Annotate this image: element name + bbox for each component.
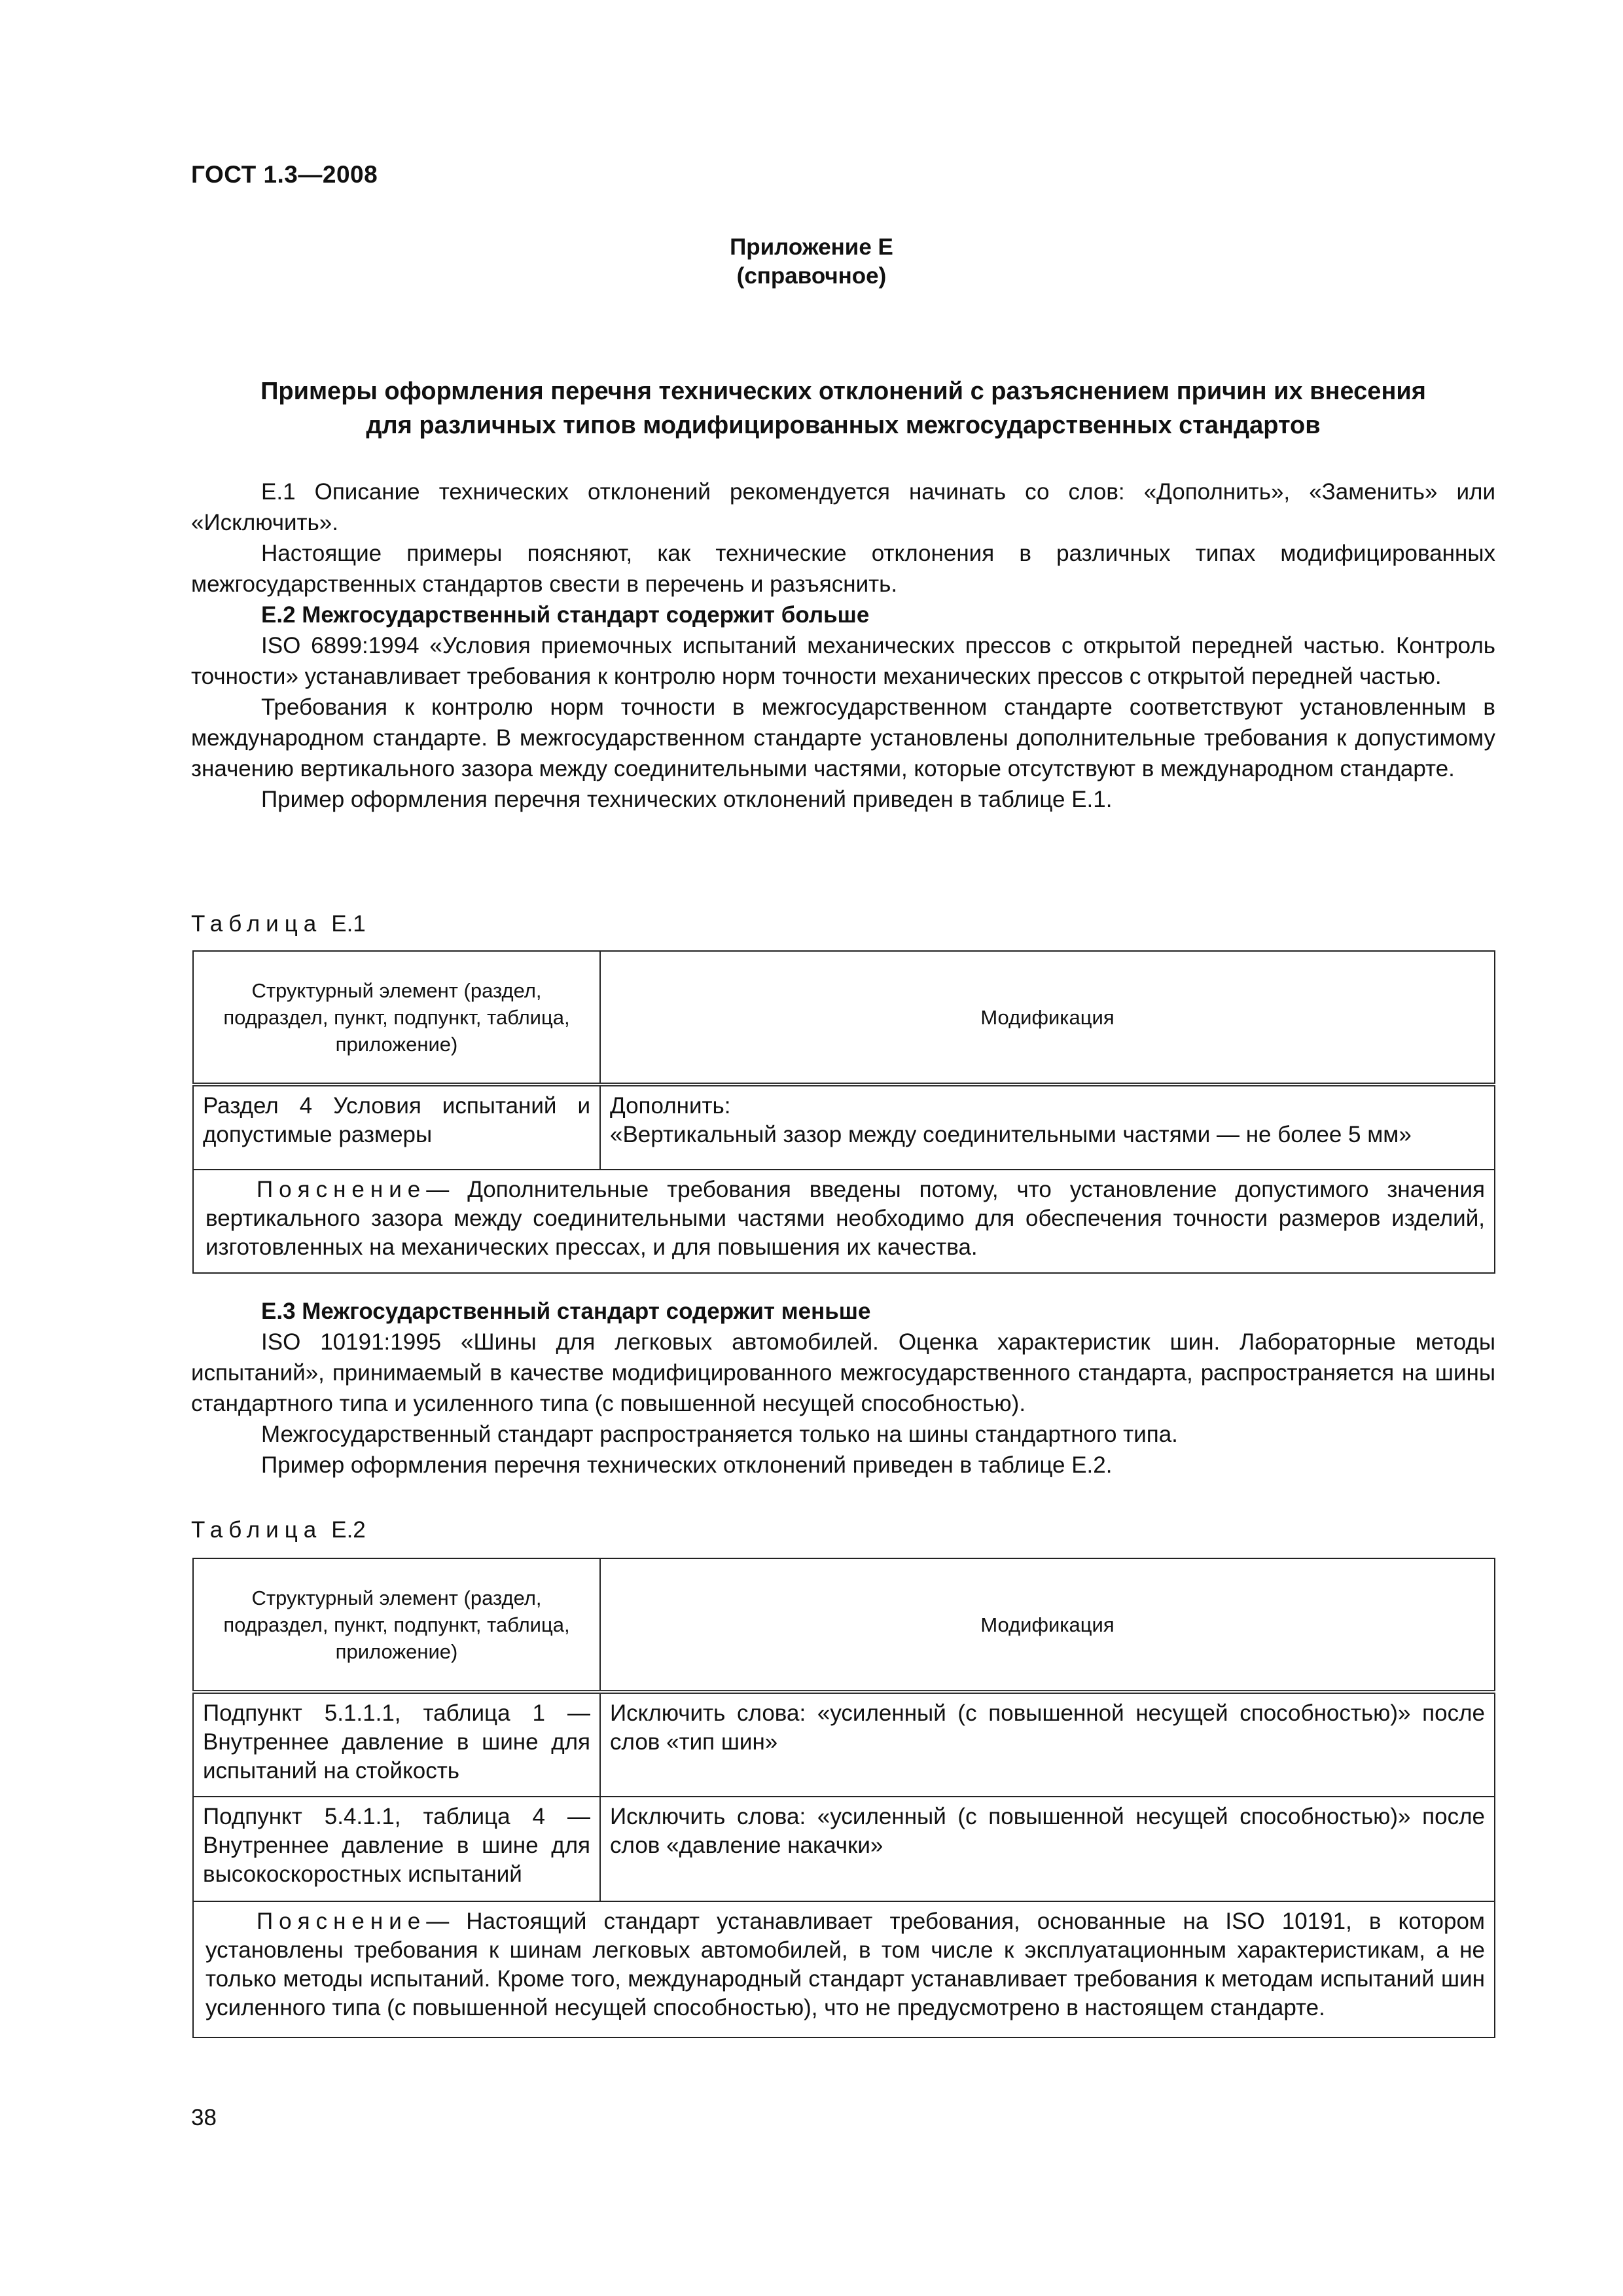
table-row [193,1797,1495,1901]
paragraph: ISO 6899:1994 «Условия приемочных испытаний механических прессов с открытой передней частью. Контроль точности» устанавливает требования к контролю норм точности механических прессов с открытой передней частью. [191,633,1495,689]
main-title-line: для различных типов модифицированных межгосударственных стандартов [366,412,1321,439]
note-text: — Настоящий стандарт устанавливает требования, основанные на ISO 10191, в котором установлены требования к шинам легковых автомобилей, в том числе к эксплуатационным характеристикам, а не только методы испытаний. Кроме того, международный стандарт устанавливает требования к методам испытаний шин усиленного типа (с повышенной несущей способностью), что не предусмотрено в настоящем стандарте. [205,1909,1485,2020]
modification-line: «Вертикальный зазор между соединительными частями — не более 5 мм» [610,1122,1412,1147]
paragraph: Пример оформления перечня технических отклонений приведен в таблице Е.2. [261,1452,1113,1478]
intro-section [191,476,1495,815]
paragraph: Е.1 Описание технических отклонений рекомендуется начинать со слов: «Дополнить», «Заменить» или «Исключить». [191,479,1495,535]
paragraph: Требования к контролю норм точности в межгосударственном стандарте соответствуют установленным в международном стандарте. В межгосударственном стандарте установлены дополнительные требования к допустимому значению вертикального зазора между соединительными частями, которые отсутствуют в международном стандарте. [191,694,1495,781]
table-cell-modification: Исключить слова: «усиленный (с повышенной несущей способностью)» после слов «тип шин» [600,1692,1495,1797]
table-row [193,1085,1495,1170]
table-header-row [193,1558,1495,1692]
table-note-row [193,1170,1495,1273]
table-caption-word: Таблица [191,911,323,937]
note-label: Пояснение [257,1177,427,1202]
table-header-row [193,951,1495,1085]
table-note [193,1901,1495,2037]
table-row [193,1692,1495,1797]
appendix-title: Приложение Е [730,234,893,260]
paragraph: Настоящие примеры поясняют, как технические отклонения в различных типах модифицированных межгосударственных стандартов свести в перечень и разъяснить. [191,541,1495,597]
paragraph: Пример оформления перечня технических отклонений приведен в таблице Е.1. [261,787,1113,812]
table-caption [191,911,366,937]
table-cell-element: Подпункт 5.4.1.1, таблица 4 — Внутреннее давление в шине для высокоскоростных испытаний [193,1797,600,1901]
table-caption-number: Е.2 [331,1517,366,1543]
table-caption [191,1517,366,1543]
table-cell-modification: Исключить слова: «усиленный (с повышенной несущей способностью)» после слов «давление накачки» [600,1797,1495,1901]
page-number: 38 [191,2105,217,2130]
table-cell-element: Подпункт 5.1.1.1, таблица 1 — Внутреннее давление в шине для испытаний на стойкость [193,1692,600,1797]
main-title-line: Примеры оформления перечня технических отклонений с разъяснением причин их внесения [260,378,1426,405]
table-cell-modification [600,1085,1495,1170]
column-header: Структурный элемент (раздел, подраздел, пункт, подпункт, таблица, приложение) [193,951,600,1085]
table-caption-number: Е.1 [331,911,366,937]
paragraph: ISO 10191:1995 «Шины для легковых автомобилей. Оценка характеристик шин. Лабораторные методы испытаний», принимаемый в качестве модифицированного межгосударственного стандарта, распространяется на шины стандартного типа и усиленного типа (с повышенной несущей способностью). [191,1329,1495,1416]
document-header: ГОСТ 1.3—2008 [191,161,378,188]
table-caption-word: Таблица [191,1517,323,1543]
column-header: Модификация [600,1558,1495,1692]
paragraph: Межгосударственный стандарт распространяется только на шины стандартного типа. [261,1422,1178,1447]
section-heading: Е.2 Межгосударственный стандарт содержит больше [261,602,870,628]
appendix-subtitle: (справочное) [736,263,887,289]
table-cell-element: Раздел 4 Условия испытаний и допустимые размеры [193,1085,600,1170]
table-note-row [193,1901,1495,2037]
main-title [191,374,1495,442]
column-header: Модификация [600,951,1495,1085]
section-heading: Е.3 Межгосударственный стандарт содержит меньше [261,1299,871,1324]
note-label: Пояснение [257,1909,427,1934]
table-e1 [192,950,1495,1274]
section-e3 [191,1296,1495,1480]
modification-line: Дополнить: [610,1093,731,1119]
table-e2 [192,1558,1495,2038]
note-text: — Дополнительные требования введены потому, что установление допустимого значения вертикального зазора между соединительными частями необходимо для обеспечения точности размеров изделий, изготовленных на механических прессах, и для повышения их качества. [205,1177,1485,1260]
column-header: Структурный элемент (раздел, подраздел, пункт, подпункт, таблица, приложение) [193,1558,600,1692]
table-note [193,1170,1495,1273]
